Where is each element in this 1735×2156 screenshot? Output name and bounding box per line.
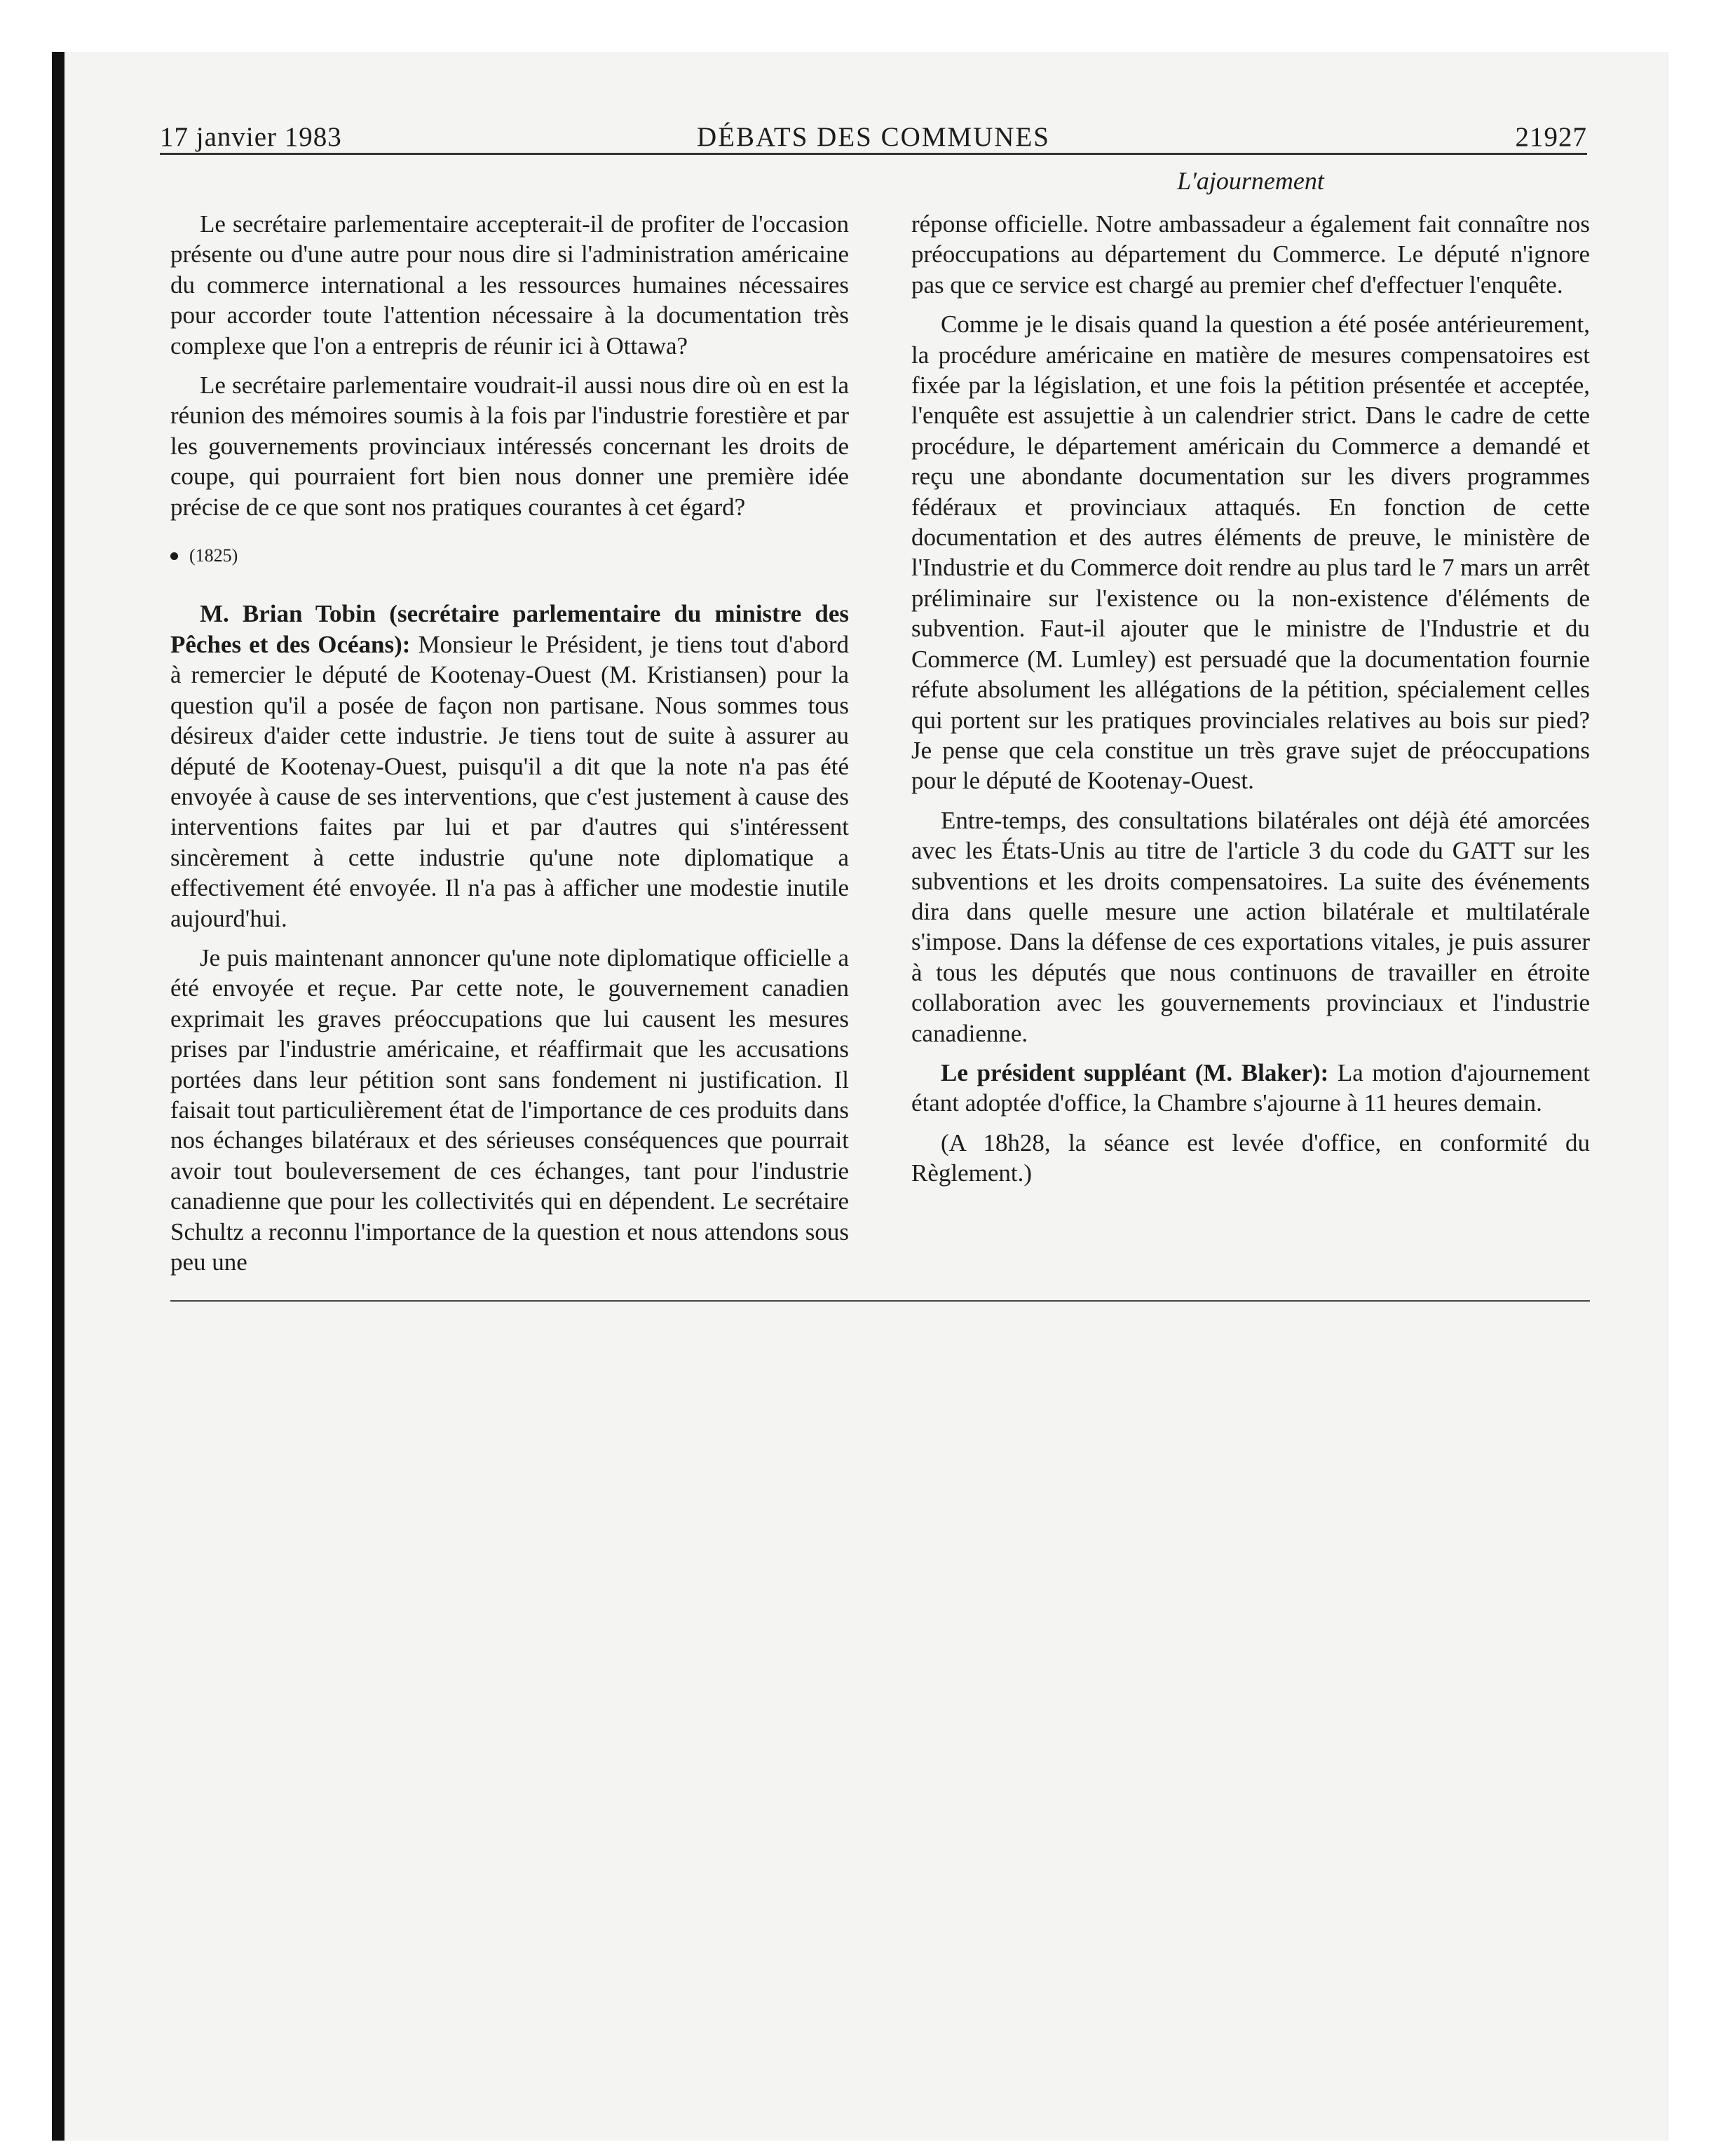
right-paragraph-3: Entre-temps, des consultations bilatérales ont déjà été amorcées avec les États-Unis au titre de l'article 3 du code du GATT sur les subventions et les droits compensatoires. La suite des événements dira dans quelle mesure une action bilatérale et multilatérale s'impose. Dans la défense de ces exportations vitales, je puis assurer à tous les députés que nous continuons de travailler en étroite collaboration avec les gouvernements provinciaux et l'industrie canadienne. xyxy=(911,806,1590,1047)
header-date: 17 janvier 1983 xyxy=(160,122,342,152)
speaker-name: Le président suppléant (M. Blaker): xyxy=(941,1058,1329,1086)
speech-text: Monsieur le Président, je tiens tout d'abord à remercier le député de Kootenay-Ouest (M. Kristiansen) pour la question qu'il a posée de façon non partisane. Nous sommes tous désireux d'aider cette industrie. Je tiens tout de suite à assurer au député de Kootenay-Ouest, puisqu'il a dit que la note n'a pas été envoyée à cause de ses interventions, que c'est justement à cause des interventions faites par lui et par d'autres qui s'intéressent sincèrement à cette industrie qu'une note diplomatique a effectivement été envoyée. Il n'a pas à afficher une modestie inutile aujourd'hui. xyxy=(170,630,850,932)
bullet-icon xyxy=(170,552,178,560)
left-paragraph-1: Le secrétaire parlementaire accepterait-il de profiter de l'occasion présente ou d'une autre pour nous dire si l'administration américaine du commerce international a les ressources humaines nécessaires pour accorder toute l'attention nécessaire à la documentation très complexe que l'on a entrepris de réunir ici à Ottawa? xyxy=(170,210,849,360)
left-paragraph-3 xyxy=(170,599,849,933)
right-paragraph-2: Comme je le disais quand la question a été posée antérieurement, la procédure américaine en matière de mesures compensatoires est fixée par la législation, et une fois la pétition présentée et acceptée, l'enquête est assujettie à un calendrier strict. Dans le cadre de cette procédure, le département américain du Commerce a demandé et reçu une abondante documentation sur les divers programmes fédéraux et provinciaux attaqués. En fonction de cette documentation et des autres éléments de preuve, le ministère de l'Industrie et du Commerce doit rendre au plus tard le 7 mars un arrêt préliminaire sur l'existence ou la non-existence d'éléments de subvention. Faut-il ajouter que le ministre de l'Industrie et du Commerce (M. Lumley) est persuadé que la documentation fournie réfute absolument les allégations de la pétition, spécialement celles qui portent sur les pratiques provinciales relatives au bois sur pied? Je pense que cela constitue un très grave sujet de préoccupations pour le député de Kootenay-Ouest. xyxy=(911,311,1590,795)
right-column xyxy=(911,209,1590,1198)
speech-text: La motion d'ajournement étant adoptée d'office, la Chambre s'ajourne à 11 heures demain. xyxy=(911,1058,1590,1117)
speaker-name: M. Brian Tobin (secrétaire parlementaire du ministre des Pêches et des Océans): xyxy=(170,600,849,658)
bottom-rule xyxy=(170,1300,1590,1302)
timestamp-text: (1825) xyxy=(189,545,238,566)
section-heading: L'ajournement xyxy=(1177,167,1324,195)
page-edge xyxy=(1667,52,1668,2141)
running-header xyxy=(160,118,1587,157)
header-publication-title: DÉBATS DES COMMUNES xyxy=(697,122,1050,152)
right-paragraph-4 xyxy=(911,1058,1590,1119)
page-number: 21927 xyxy=(1515,122,1587,152)
timestamp-marker xyxy=(170,540,849,571)
left-paragraph-2: Le secrétaire parlementaire voudrait-il aussi nous dire où en est la réunion des mémoires soumis à la fois par l'industrie forestière et par les gouvernements provinciaux intéressés concernant les droits de coupe, qui pourraient fort bien nous donner une première idée précise de ce que sont nos pratiques courantes à cet égard? xyxy=(170,371,849,521)
header-rule xyxy=(160,153,1587,155)
right-paragraph-5: (A 18h28, la séance est levée d'office, en conformité du Règlement.) xyxy=(911,1128,1590,1187)
right-paragraph-1: réponse officielle. Notre ambassadeur a également fait connaître nos préoccupations au département du Commerce. Le député n'ignore pas que ce service est chargé au premier chef d'effectuer l'enquête. xyxy=(911,210,1590,299)
scan-binding-edge xyxy=(52,52,64,2141)
left-paragraph-4: Je puis maintenant annoncer qu'une note diplomatique officielle a été envoyée et reçue. Par cette note, le gouvernement canadien exprimait les graves préoccupations que lui causent les mesures prises par l'industrie américaine, et réaffirmait que les accusations portées dans leur pétition sont sans fondement ni justification. Il faisait tout particulièrement état de l'importance de ces produits dans nos échanges bilatéraux et des sérieuses conséquences que pourrait avoir tout bouleversement de ces échanges, tant pour l'industrie canadienne que pour les collectivités qui en dépendent. Le secrétaire Schultz a reconnu l'importance de la question et nous attendons sous peu une xyxy=(170,943,849,1276)
left-column xyxy=(170,209,849,1286)
